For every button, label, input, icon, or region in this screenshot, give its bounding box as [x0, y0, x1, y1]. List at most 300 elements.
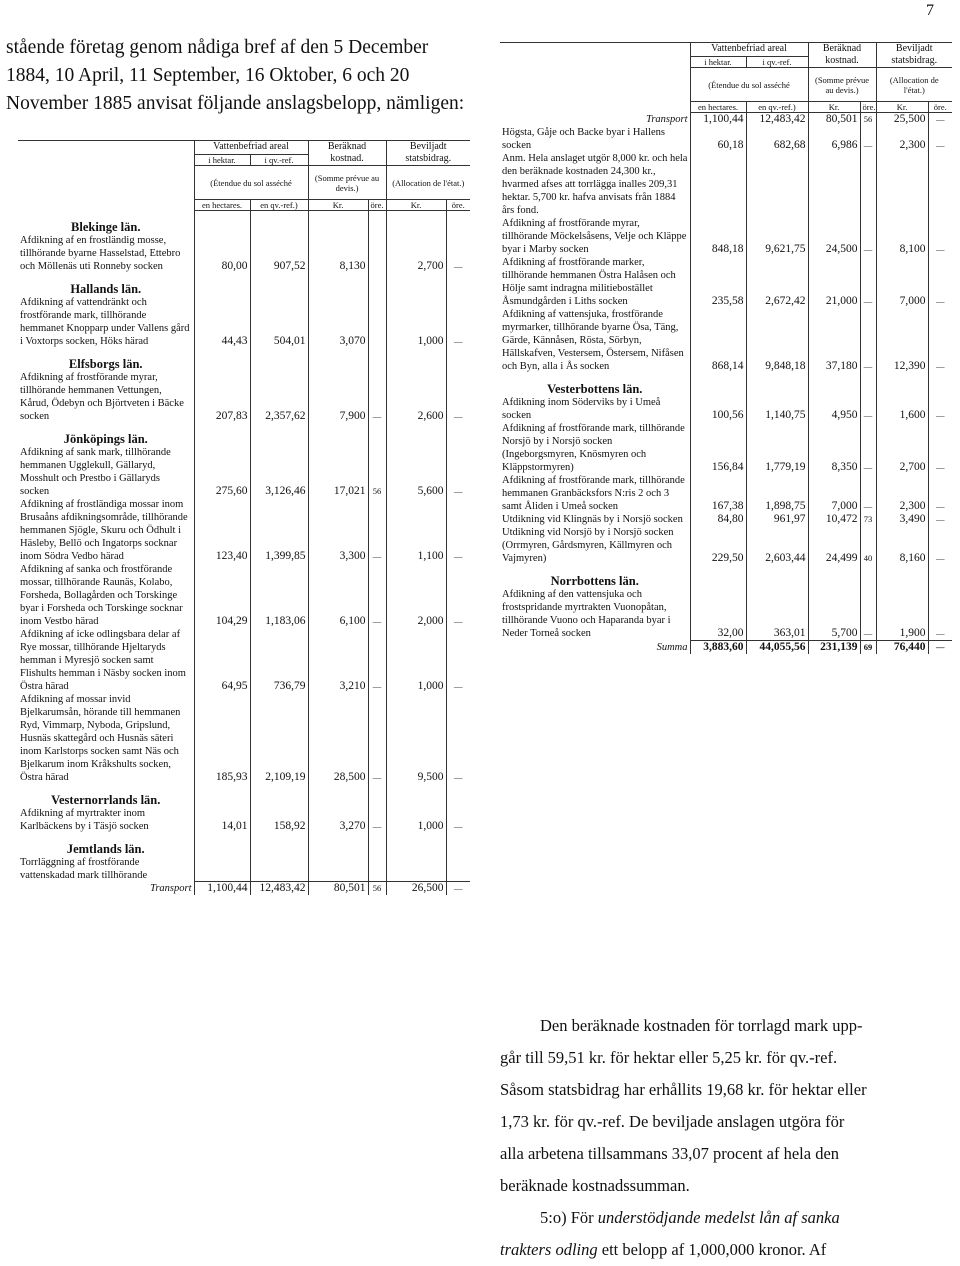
area-hektar: 3,883,60 — [690, 640, 746, 654]
cost-ore: — — [368, 693, 386, 784]
table-row — [500, 474, 952, 513]
outro-line — [500, 1234, 952, 1266]
area-qv-ref: 736,79 — [250, 628, 308, 693]
table-row — [500, 308, 952, 373]
empty-cell — [308, 423, 368, 446]
grant-kr: 12,390 — [876, 308, 928, 373]
cost-kr: 3,210 — [308, 628, 368, 693]
region-heading: Blekinge län. — [71, 219, 141, 234]
cost-kr: 17,021 — [308, 446, 368, 498]
area-hektar: 1,100,44 — [690, 113, 746, 127]
header-blank — [18, 200, 194, 211]
note-text: Anm. Hela anslaget utgör 8,000 kr. och hela den beräknade kostnaden 24,300 kr., hvarmed afses att torrlägga inalles 209,31 hektar. 5,700 kr. hafva anvisats från 1884 års fond. — [502, 153, 688, 216]
header-blank — [500, 43, 690, 57]
grant-ore: — — [928, 474, 952, 513]
table-row — [500, 526, 952, 565]
header-qv-ref: i qv.-ref. — [250, 154, 308, 165]
grant-kr: 5,600 — [386, 446, 446, 498]
header-en-hectares: en hectares. — [194, 200, 250, 211]
empty-cell — [194, 784, 250, 807]
grant-kr: 2,700 — [876, 422, 928, 474]
grant-kr: 7,000 — [876, 256, 928, 308]
cost-ore: — — [368, 628, 386, 693]
empty-cell — [928, 565, 952, 588]
header-etendue: (Étendue du sol asséché — [194, 166, 308, 200]
entry-description: Summa — [656, 641, 688, 653]
outro-line: 1,73 kr. för qv.-ref. De beviljade anslagen utgöra för — [500, 1112, 845, 1131]
area-qv-ref: 2,672,42 — [746, 256, 808, 308]
empty-cell — [808, 152, 860, 217]
region-heading: Elfsborgs län. — [68, 356, 143, 371]
area-hektar: 868,14 — [690, 308, 746, 373]
empty-cell — [308, 211, 368, 234]
entry-description: Afdikning af vattendränkt och frostförande mark, tillhörande hemmanet Knopparp under Vallens gård i Voxtorps socken, Höks härad — [20, 296, 190, 347]
region-row — [500, 373, 952, 396]
grant-ore: — — [928, 113, 952, 127]
area-qv-ref: 1,779,19 — [746, 422, 808, 474]
area-hektar: 229,50 — [690, 526, 746, 565]
outro-line: Den beräknade kostnaden för torrlagd mark upp- — [540, 1016, 863, 1035]
cost-kr: 8,130 — [308, 234, 368, 273]
empty-cell — [446, 784, 470, 807]
area-qv-ref: 1,140,75 — [746, 396, 808, 422]
table-row — [500, 126, 952, 152]
table-row — [500, 256, 952, 308]
cost-ore: — — [860, 308, 876, 373]
empty-cell — [690, 373, 746, 396]
grant-kr: 9,500 — [386, 693, 446, 784]
area-hektar: 1,100,44 — [194, 882, 250, 896]
empty-cell — [876, 373, 928, 396]
page-number: 7 — [926, 2, 934, 19]
empty-cell — [746, 565, 808, 588]
grant-ore: — — [928, 640, 952, 654]
empty-cell — [446, 348, 470, 371]
header-blank — [500, 102, 690, 113]
cost-kr: 7,000 — [808, 474, 860, 513]
grant-ore: — — [446, 882, 470, 896]
header-blank — [500, 56, 690, 67]
area-hektar: 167,38 — [690, 474, 746, 513]
empty-cell — [386, 833, 446, 856]
header-kost-ore: öre. — [860, 102, 876, 113]
grant-kr: 2,000 — [386, 563, 446, 628]
area-hektar: 80,00 — [194, 234, 250, 273]
region-row — [18, 423, 470, 446]
table-row — [18, 446, 470, 498]
grant-ore: — — [446, 234, 470, 273]
empty-cell — [368, 211, 386, 234]
empty-cell — [250, 348, 308, 371]
area-hektar: 104,29 — [194, 563, 250, 628]
empty-cell — [746, 373, 808, 396]
entry-description: Afdikning af mossar invid Bjelkarumsån, hörande till hemmanen Ryd, Vimmarp, Nyboda, Gripslund, Husnäs skattegård och Husnäs säteri inom Karlstorps socken samt Näs och Bjelkarum inom Kråkshults socken, Östra härad — [20, 693, 181, 783]
cost-ore: — — [368, 498, 386, 563]
header-blank — [18, 154, 194, 165]
area-hektar: 60,18 — [690, 126, 746, 152]
area-hektar — [194, 856, 250, 882]
cost-kr: 5,700 — [808, 588, 860, 640]
grant-kr: 2,600 — [386, 371, 446, 423]
cost-ore: 56 — [368, 446, 386, 498]
table-row — [500, 513, 952, 526]
table-row — [18, 628, 470, 693]
outro-line: går till 59,51 kr. för hektar eller 5,25 kr. för qv.-ref. — [500, 1048, 838, 1067]
empty-cell — [876, 152, 928, 217]
area-hektar: 100,56 — [690, 396, 746, 422]
cost-kr: 80,501 — [308, 882, 368, 896]
area-qv-ref: 2,603,44 — [746, 526, 808, 565]
grant-ore: — — [446, 498, 470, 563]
cost-ore: — — [860, 588, 876, 640]
cost-kr: 6,100 — [308, 563, 368, 628]
region-row — [18, 211, 470, 234]
grant-ore: — — [928, 588, 952, 640]
entry-description: Afdikning inom Söderviks by i Umeå socken — [502, 397, 661, 421]
empty-cell — [860, 152, 876, 217]
area-hektar: 44,43 — [194, 296, 250, 348]
header-blank — [18, 141, 194, 155]
area-hektar: 275,60 — [194, 446, 250, 498]
outro-text: ett belopp af 1,000,000 kronor. Af — [601, 1240, 827, 1259]
grant-kr: 3,490 — [876, 513, 928, 526]
left-allocation-table — [18, 140, 470, 895]
header-row — [500, 102, 952, 113]
grant-ore: — — [928, 308, 952, 373]
cost-ore: — — [860, 422, 876, 474]
section-number: 5:o) För — [540, 1208, 594, 1227]
cost-kr: 24,499 — [808, 526, 860, 565]
region-row — [500, 565, 952, 588]
area-qv-ref: 363,01 — [746, 588, 808, 640]
grant-ore: — — [446, 296, 470, 348]
header-qv-ref: i qv.-ref. — [746, 56, 808, 67]
area-qv-ref: 12,483,42 — [250, 882, 308, 896]
table-row — [18, 498, 470, 563]
empty-cell — [386, 211, 446, 234]
empty-cell — [808, 373, 860, 396]
cost-kr: 3,300 — [308, 498, 368, 563]
empty-cell — [250, 784, 308, 807]
area-hektar: 64,95 — [194, 628, 250, 693]
header-area: Vattenbefriad areal — [194, 141, 308, 155]
entry-description: Afdikning af frostförande mark, tillhörande hemmanen Granbäcksfors N:ris 2 och 3 samt Åliden i Umeå socken — [502, 475, 685, 512]
entry-description: Afdikning af sank mark, tillhörande hemmanen Ugglekull, Gällaryd, Mosshult och Prestbo i Gällaryds socken — [20, 446, 171, 497]
empty-cell — [368, 348, 386, 371]
grant-kr: 2,300 — [876, 126, 928, 152]
entry-description: Afdikning af frostförande marker, tillhörande hemmanen Östra Halåsen och Hölje samt indragna militiebostället Åsmundgården i Liths socken — [502, 257, 676, 307]
empty-cell — [690, 152, 746, 217]
header-beraknad: Beräknad kostnad. — [308, 141, 386, 166]
entry-description: Utdikning vid Klingnäs by i Norsjö socken — [502, 514, 683, 525]
cost-kr: 21,000 — [808, 256, 860, 308]
empty-cell — [308, 833, 368, 856]
grant-ore: — — [446, 628, 470, 693]
cost-ore — [368, 296, 386, 348]
cost-ore: — — [368, 807, 386, 833]
cost-kr: 7,900 — [308, 371, 368, 423]
empty-cell — [446, 211, 470, 234]
table-row — [18, 693, 470, 784]
intro-line: November 1885 anvisat följande anslagsbelopp, nämligen: — [6, 93, 465, 114]
cost-ore — [368, 856, 386, 882]
header-blank — [500, 68, 690, 102]
area-qv-ref: 682,68 — [746, 126, 808, 152]
empty-cell — [194, 348, 250, 371]
header-en-qv-ref: en qv.-ref.) — [746, 102, 808, 113]
cost-ore: — — [368, 563, 386, 628]
region-heading: Vesternorrlands län. — [51, 792, 161, 807]
entry-description: Afdikning af sanka och frostförande mossar, tillhörande Raunäs, Kolabo, Forsheda, Bollagården och Torskinge byar i Forsheda och Torskinge socknar inom Vestbo härad — [20, 563, 183, 627]
entry-description: Afdikning af den vattensjuka och frostspridande myrtrakten Vuonopåtan, tillhörande Vuono och Haparanda byar i Neder Torneå socken — [502, 589, 671, 639]
table-row — [18, 563, 470, 628]
empty-cell — [250, 423, 308, 446]
grant-ore: — — [928, 256, 952, 308]
empty-cell — [746, 152, 808, 217]
cost-ore: — — [860, 256, 876, 308]
emphasis-text: trakters odling — [500, 1240, 598, 1259]
cost-kr: 3,270 — [308, 807, 368, 833]
empty-cell — [808, 565, 860, 588]
header-bidrag-kr: Kr. — [386, 200, 446, 211]
area-hektar: 185,93 — [194, 693, 250, 784]
cost-ore: 40 — [860, 526, 876, 565]
area-hektar: 123,40 — [194, 498, 250, 563]
grant-kr — [386, 856, 446, 882]
cost-kr: 28,500 — [308, 693, 368, 784]
empty-cell — [250, 833, 308, 856]
grant-ore: — — [928, 513, 952, 526]
outro-line: alla arbetena tillsammans 33,07 procent af hela den — [500, 1144, 840, 1163]
empty-cell — [368, 784, 386, 807]
outro-paragraph — [500, 1010, 952, 1266]
grant-ore: — — [928, 526, 952, 565]
region-row — [18, 833, 470, 856]
empty-cell — [194, 211, 250, 234]
header-somme: (Somme prévue au devis.) — [808, 68, 876, 102]
empty-cell — [876, 565, 928, 588]
entry-description: Afdikning af frostförande mark, tillhörande Norsjö by i Norsjö socken (Ingeborgsmyren, Knösmyren och Kläppstormyren) — [502, 423, 685, 473]
area-qv-ref: 2,357,62 — [250, 371, 308, 423]
area-qv-ref: 961,97 — [746, 513, 808, 526]
area-qv-ref: 504,01 — [250, 296, 308, 348]
empty-cell — [928, 373, 952, 396]
grant-ore: — — [446, 693, 470, 784]
entry-description: Torrläggning af frostförande vattenskadad mark tillhörande — [20, 856, 148, 881]
empty-cell — [308, 784, 368, 807]
grant-kr: 26,500 — [386, 882, 446, 896]
header-beraknad: Beräknad kostnad. — [808, 43, 876, 68]
grant-ore: — — [446, 371, 470, 423]
entry-description: Transport — [646, 114, 688, 125]
empty-cell — [446, 423, 470, 446]
header-hektar: i hektar. — [690, 56, 746, 67]
header-row — [18, 141, 470, 155]
table-row — [500, 217, 952, 256]
empty-cell — [690, 565, 746, 588]
grant-ore: — — [928, 396, 952, 422]
grant-ore — [446, 856, 470, 882]
header-bidrag-kr: Kr. — [876, 102, 928, 113]
entry-description: Högsta, Gåje och Backe byar i Hallens socken — [502, 127, 665, 151]
header-allocation: (Allocation de l'état.) — [386, 166, 470, 200]
cost-kr: 37,180 — [808, 308, 860, 373]
grant-kr: 8,160 — [876, 526, 928, 565]
region-heading: Jönköpings län. — [63, 431, 148, 446]
table-row — [500, 396, 952, 422]
header-etendue: (Étendue du sol asséché — [690, 68, 808, 102]
cost-kr: 3,070 — [308, 296, 368, 348]
area-qv-ref — [250, 856, 308, 882]
area-hektar: 848,18 — [690, 217, 746, 256]
table-row — [18, 882, 470, 896]
outro-line-section-5 — [500, 1202, 952, 1234]
grant-ore: — — [928, 217, 952, 256]
table-row — [500, 640, 952, 654]
area-qv-ref: 907,52 — [250, 234, 308, 273]
area-hektar: 207,83 — [194, 371, 250, 423]
area-qv-ref: 3,126,46 — [250, 446, 308, 498]
empty-cell — [860, 565, 876, 588]
entry-description: Afdikning af vattensjuka, frostförande myrmarker, tillhörande byarne Ösa, Täng, Gärde, Kännåsen, Rösta, Sörbyn, Hällskafven, Vestersem, Östersem, Nifåsen och Byn, alla i Ås socken — [502, 309, 684, 372]
table-row — [18, 371, 470, 423]
cost-ore: 56 — [860, 113, 876, 127]
cost-kr: 8,350 — [808, 422, 860, 474]
header-beviljadt: Beviljadt statsbidrag. — [386, 141, 470, 166]
region-row — [18, 348, 470, 371]
header-kost-ore: öre. — [368, 200, 386, 211]
table-row — [500, 113, 952, 127]
grant-kr: 76,440 — [876, 640, 928, 654]
grant-kr: 8,100 — [876, 217, 928, 256]
header-row — [18, 200, 470, 211]
cost-kr — [308, 856, 368, 882]
empty-cell — [194, 833, 250, 856]
entry-description: Transport — [150, 883, 192, 894]
intro-line: stående företag genom nådiga bref af den 5 December — [6, 37, 429, 58]
area-qv-ref: 9,621,75 — [746, 217, 808, 256]
area-qv-ref: 9,848,18 — [746, 308, 808, 373]
region-heading: Jemtlands län. — [66, 841, 145, 856]
cost-ore: 56 — [368, 882, 386, 896]
area-hektar: 156,84 — [690, 422, 746, 474]
cost-ore: — — [860, 217, 876, 256]
empty-cell — [386, 348, 446, 371]
empty-cell — [386, 423, 446, 446]
empty-cell — [194, 273, 250, 296]
right-allocation-table — [500, 42, 952, 654]
table-row — [500, 588, 952, 640]
cost-kr: 4,950 — [808, 396, 860, 422]
outro-line: beräknade kostnadssumman. — [500, 1176, 690, 1195]
empty-cell — [250, 273, 308, 296]
note-row — [500, 152, 952, 217]
grant-ore: — — [928, 422, 952, 474]
grant-ore: — — [446, 807, 470, 833]
empty-cell — [250, 211, 308, 234]
entry-description: Afdikning af myrtrakter inom Karlbäckens by i Täsjö socken — [20, 807, 149, 832]
cost-ore — [368, 234, 386, 273]
header-row — [18, 166, 470, 200]
area-hektar: 14,01 — [194, 807, 250, 833]
region-heading: Hallands län. — [70, 281, 142, 296]
cost-kr: 6,986 — [808, 126, 860, 152]
grant-ore: — — [928, 126, 952, 152]
region-row — [18, 273, 470, 296]
empty-cell — [368, 423, 386, 446]
area-qv-ref: 158,92 — [250, 807, 308, 833]
empty-cell — [194, 423, 250, 446]
grant-kr: 1,600 — [876, 396, 928, 422]
emphasis-text: understödjande medelst lån af sanka — [597, 1208, 840, 1227]
intro-paragraph — [6, 34, 476, 118]
header-hektar: i hektar. — [194, 154, 250, 165]
empty-cell — [386, 273, 446, 296]
header-bidrag-ore: öre. — [446, 200, 470, 211]
region-row — [18, 784, 470, 807]
area-qv-ref: 44,055,56 — [746, 640, 808, 654]
grant-kr: 25,500 — [876, 113, 928, 127]
entry-description: Afdikning af frostförande myrar, tillhörande Möckelsåsens, Velje och Kläppe byar i Marby socken — [502, 218, 687, 255]
cost-ore: — — [860, 396, 876, 422]
area-qv-ref: 1,183,06 — [250, 563, 308, 628]
grant-kr: 2,300 — [876, 474, 928, 513]
cost-kr: 80,501 — [808, 113, 860, 127]
cost-ore: — — [860, 474, 876, 513]
area-qv-ref: 12,483,42 — [746, 113, 808, 127]
table-row — [500, 422, 952, 474]
intro-line: 1884, 10 April, 11 September, 16 Oktober, 6 och 20 — [6, 65, 410, 86]
empty-cell — [308, 348, 368, 371]
grant-kr: 1,000 — [386, 628, 446, 693]
region-heading: Vesterbottens län. — [547, 382, 643, 396]
cost-ore: — — [368, 371, 386, 423]
table-row — [18, 807, 470, 833]
header-allocation: (Allocation de l'état.) — [876, 68, 952, 102]
empty-cell — [368, 833, 386, 856]
region-heading: Norrbottens län. — [550, 574, 639, 588]
header-bidrag-ore: öre. — [928, 102, 952, 113]
empty-cell — [446, 833, 470, 856]
grant-ore: — — [446, 563, 470, 628]
entry-description: Utdikning vid Norsjö by i Norsjö socken (Orrmyren, Gårdsmyren, Källmyren och Vajmyren) — [502, 527, 674, 564]
empty-cell — [446, 273, 470, 296]
header-kost-kr: Kr. — [808, 102, 860, 113]
table-row — [18, 234, 470, 273]
area-qv-ref: 2,109,19 — [250, 693, 308, 784]
grant-kr: 2,700 — [386, 234, 446, 273]
cost-ore: 69 — [860, 640, 876, 654]
area-hektar: 32,00 — [690, 588, 746, 640]
header-en-qv-ref: en qv.-ref.) — [250, 200, 308, 211]
header-beviljadt: Beviljadt statsbidrag. — [876, 43, 952, 68]
header-kost-kr: Kr. — [308, 200, 368, 211]
area-qv-ref: 1,399,85 — [250, 498, 308, 563]
area-qv-ref: 1,898,75 — [746, 474, 808, 513]
grant-kr: 1,000 — [386, 296, 446, 348]
empty-cell — [308, 273, 368, 296]
header-somme: (Somme prévue au devis.) — [308, 166, 386, 200]
empty-cell — [368, 273, 386, 296]
empty-cell — [928, 152, 952, 217]
header-area: Vattenbefriad areal — [690, 43, 808, 57]
header-row — [500, 68, 952, 102]
entry-description: Afdikning af icke odlingsbara delar af Rye mossar, tillhörande Hjeltaryds hemman i Myresjö socken samt Flishults hemman i Näsby socken inom Östra härad — [20, 628, 186, 692]
entry-description: Afdikning af frostförande myrar, tillhörande hemmanen Vettungen, Kårud, Ödebyn och Björtveten i Bäcke socken — [20, 371, 184, 422]
area-hektar: 235,58 — [690, 256, 746, 308]
cost-kr: 10,472 — [808, 513, 860, 526]
header-row — [500, 43, 952, 57]
